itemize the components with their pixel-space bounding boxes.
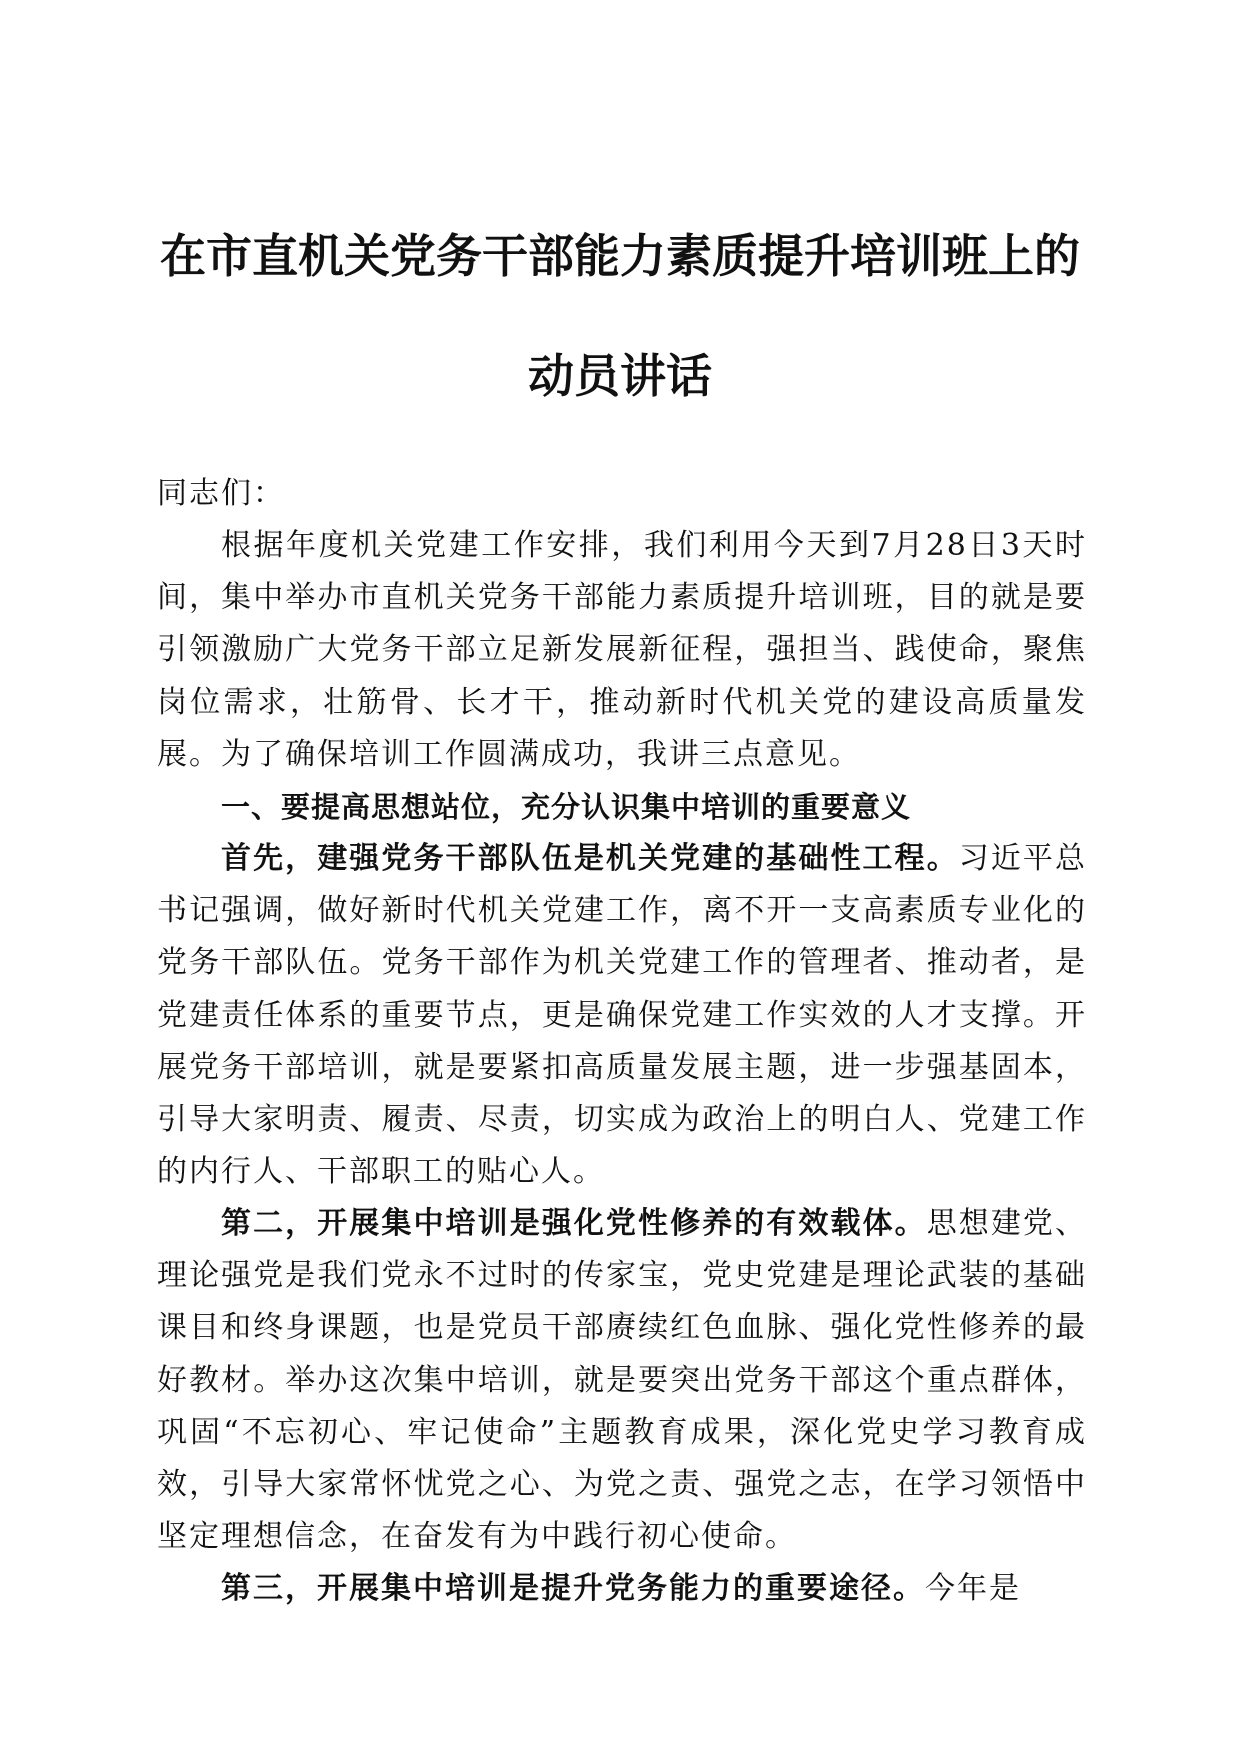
salutation: 同志们： <box>157 476 285 511</box>
paragraph-first <box>157 833 1087 1198</box>
paragraph-third-body: 今年是 <box>925 1571 1021 1606</box>
paragraph-second-lead: 第二，开展集中培训是强化党性修养的有效载体。 <box>221 1206 927 1241</box>
paragraph-first-body: 习近平总书记强调，做好新时代机关党建工作，离不开一支高素质专业化的党务干部队伍。党务干部作为机关党建工作的管理者、推动者，是党建责任体系的重要节点，更是确保党建工作实效的人才支撑。开展党务干部培训，就是要紧扣高质量发展主题，进一步强基固本，引导大家明责、履责、尽责，切实成为政治上的明白人、党建工作的内行人、干部职工的贴心人。 <box>157 841 1088 1190</box>
document-title-line-1: 在市直机关党务干部能力素质提升培训班上的 <box>160 229 1080 283</box>
paragraph-third-lead: 第三，开展集中培训是提升党务能力的重要途径。 <box>221 1571 925 1606</box>
section-heading-1: 一、要提高思想站位，充分认识集中培训的重要意义 <box>221 790 912 824</box>
paragraph-second-body: 思想建党、理论强党是我们党永不过时的传家宝，党史党建是理论武装的基础课目和终身课题，也是党员干部赓续红色血脉、强化党性修养的最好教材。举办这次集中培训，就是要突出党务干部这个重点群体，巩固“不忘初心、牢记使命”主题教育成果，深化党史学习教育成效，引导大家常怀忧党之心、为党之责、强党之志，在学习领悟中坚定理想信念，在奋发有为中践行初心使命。 <box>157 1206 1088 1555</box>
paragraph-first-lead: 首先，建强党务干部队伍是机关党建的基础性工程。 <box>221 841 959 876</box>
paragraph-second <box>157 1198 1087 1563</box>
paragraph-third <box>157 1563 1087 1615</box>
document-title-line-2: 动员讲话 <box>528 349 712 403</box>
intro-paragraph: 根据年度机关党建工作安排，我们利用今天到7月28日3天时间，集中举办市直机关党务干部能力素质提升培训班，目的就是要引领激励广大党务干部立足新发展新征程，强担当、践使命，聚焦岗位需求，壮筋骨、长才干，推动新时代机关党的建设高质量发展。为了确保培训工作圆满成功，我讲三点意见。 <box>157 528 1087 772</box>
